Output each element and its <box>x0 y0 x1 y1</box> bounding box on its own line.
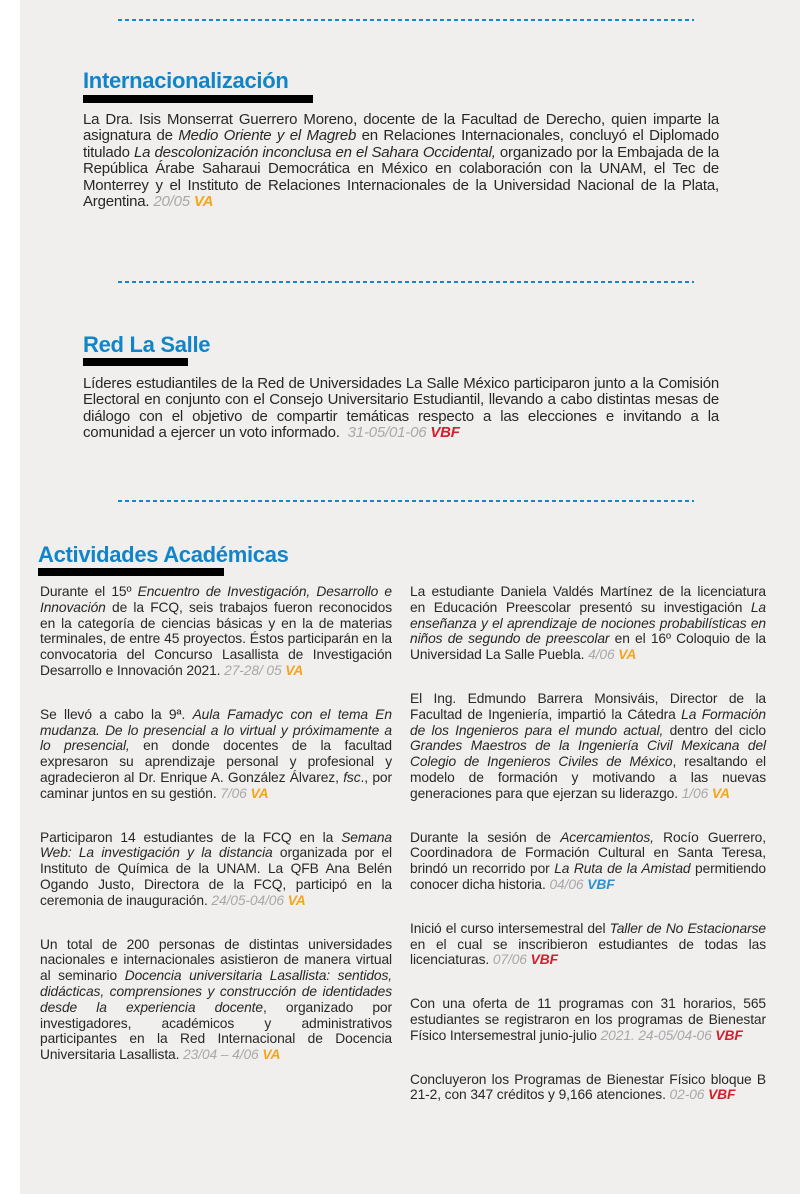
heading-underline-bar <box>83 358 188 366</box>
paragraph <box>83 111 723 211</box>
paragraph <box>410 920 770 968</box>
date-label: 31-05/01-06 <box>347 424 427 442</box>
text-segment: de la FCQ, seis trabajos fueron reconocidos en la categoría de ciencias básicas y en la de materias terminales, de entre 45 proyectos. Éstos participarán en la convocatoria del Concurso Lasallista de Investigación Desarrollo e Innovación 2021. <box>40 599 396 678</box>
text-segment: Con una oferta de 11 programas con 31 horarios, 565 estudiantes se registraron en los programas de Bienestar Físico Intersemestral junio-julio <box>410 996 770 1043</box>
date-label: 02-06 <box>669 1087 705 1103</box>
dotted-separator <box>118 281 694 283</box>
source-tag: VA <box>262 1047 281 1063</box>
text-segment: organizada por el Instituto de Química de la UNAM. La QFB Ana Belén Ogando Justo, Directora de la FCQ, participó en la ceremonia de inauguración. <box>40 845 396 908</box>
text-segment: Docencia universitaria Lasallista: sentidos, didácticas, comprensiones y construcción de identidades desde la experiencia docente <box>40 968 396 1015</box>
section-heading-internacionalizacion: Internacionalización <box>83 68 289 93</box>
text-segment: Durante el 15º <box>40 584 138 599</box>
text-segment: dentro del ciclo <box>663 722 770 738</box>
paragraph <box>40 936 396 1063</box>
text-segment: , organizado por investigadores, académicos y administrativos participantes en la Red Internacional de Docencia Universitaria Lasallista. <box>40 999 396 1063</box>
text-segment: en donde docentes de la facultad expresaron su aprendizaje personal y profesional y agradecieron al Dr. Enrique A. González Álvarez, <box>40 738 396 785</box>
text-segment: Un total de 200 personas de distintas universidades nacionales e internacionales asistieron de manera virtual al seminario <box>40 936 396 984</box>
text-segment: Semana Web: La investigación y la distancia <box>40 829 396 861</box>
date-label: 4/06 <box>588 647 615 663</box>
source-tag: VBF <box>587 876 615 892</box>
paragraph <box>40 829 396 909</box>
text-segment: permitiendo conocer dicha historia. <box>410 861 770 892</box>
paragraph <box>83 375 723 442</box>
date-label: 23/04 – 4/06 <box>183 1047 259 1063</box>
text-segment: La Ruta de la Amistad <box>554 861 691 877</box>
dotted-separator <box>118 19 694 21</box>
text-segment: Concluyeron los Programas de Bienestar Físico bloque B 21-2, con 347 créditos y 9,166 atenciones. <box>410 1071 770 1103</box>
source-tag: VBF <box>708 1087 736 1103</box>
text-segment: Aula Famadyc con el tema En mudanza. De lo presencial a lo virtual y próximamente a lo presencial, <box>40 706 396 754</box>
source-tag: VA <box>285 662 304 678</box>
text-segment: La enseñanza y el aprendizaje de nociones probabilísticas en niños de segundo de preescolar <box>410 599 770 647</box>
text-segment: Acercamientos, <box>560 829 654 845</box>
source-tag: VA <box>193 193 214 211</box>
date-label: 27-28/ 05 <box>224 662 282 678</box>
dotted-separator <box>118 500 694 502</box>
text-segment: Medio Oriente y el Magreb <box>178 127 357 145</box>
text-segment: Durante la sesión de <box>410 829 561 845</box>
paragraph <box>410 996 770 1043</box>
text-segment: en el 16º Coloquio de la Universidad La Salle Puebla. <box>410 631 770 663</box>
source-tag: VA <box>287 892 306 908</box>
text-segment: La Formación de los Ingenieros para el mundo actual, <box>410 706 770 738</box>
date-label: 20/05 <box>153 193 190 211</box>
section-body-internacionalizacion <box>83 111 723 211</box>
text-segment: Se llevó a cabo la 9ª. <box>40 706 193 722</box>
paragraph <box>410 584 770 663</box>
section-heading-actividades-academicas: Actividades Académicas <box>38 542 289 567</box>
text-segment: Encuentro de Investigación, Desarrollo e Innovación <box>40 584 396 615</box>
paragraph <box>410 829 770 893</box>
text-segment: La estudiante Daniela Valdés Martínez de la licenciatura en Educación Preescolar presentó su investigación <box>410 584 770 615</box>
source-tag: VBF <box>715 1027 743 1043</box>
text-segment: Rocío Guerrero, Coordinadora de Formación Cultural en Santa Teresa, brindó un recorrido por <box>410 829 770 877</box>
paragraph <box>410 1071 770 1104</box>
source-tag: VBF <box>430 424 460 442</box>
date-label: 24/05-04/06 <box>211 892 284 908</box>
text-segment: Grandes Maestros de la Ingeniería Civil Mexicana del Colegio de Ingenieros Civiles de México <box>410 738 770 770</box>
source-tag: VBF <box>530 952 558 968</box>
text-segment: Taller de No Estacionarse <box>609 920 766 936</box>
section-heading-red-la-salle: Red La Salle <box>83 332 211 357</box>
source-tag: VA <box>618 647 637 663</box>
paragraph <box>40 706 396 802</box>
date-label: 1/06 <box>681 785 709 801</box>
text-segment: El Ing. Edmundo Barrera Monsiváis, Director de la Facultad de Ingeniería, impartió la Cátedra <box>410 690 770 722</box>
source-tag: VA <box>250 785 269 801</box>
date-label: 7/06 <box>220 785 247 801</box>
column-right <box>410 584 770 1131</box>
text-segment: en el cual se inscribieron estudiantes de todas las licenciaturas. <box>410 920 770 968</box>
text-segment: fsc <box>343 769 361 785</box>
text-segment: La descolonización inconclusa en el Sahara Occidental, <box>133 143 496 161</box>
heading-underline-bar <box>83 95 313 103</box>
text-segment: , resaltando el modelo de formación y motivando a las nuevas generaciones para que ejerzan su liderazgo. <box>410 754 770 801</box>
text-segment: organizado por la Embajada de la República Árabe Saharaui Democrática en México en colaboración con la UNAM, el Tec de Monterrey y el Instituto de Relaciones Internacionales de la Universidad Nacional de la Plata, Argentina. <box>83 143 723 211</box>
text-segment: La Dra. Isis Monserrat Guerrero Moreno, docente de la Facultad de Derecho, quien imparte la asignatura de <box>83 111 723 145</box>
text-segment: Líderes estudiantiles de la Red de Universidades La Salle México participaron junto a la Comisión Electoral en conjunto con el Consejo Universitario Estudiantil, llevando a cabo distintas mesas de diálogo con el objetivo de compartir temáticas respecto a las elecciones e invitando a la comunidad a ejercer un voto informado. <box>83 375 723 442</box>
paragraph <box>410 690 770 802</box>
source-tag: VA <box>711 785 730 801</box>
date-label: 04/06 <box>549 876 584 892</box>
text-segment: en Relaciones Internacionales, concluyó el Diplomado titulado <box>83 127 723 161</box>
text-segment: Inició el curso intersemestral del <box>410 920 610 936</box>
text-segment: ., por caminar juntos en su gestión. <box>40 769 396 801</box>
section-body-red-la-salle <box>83 375 723 442</box>
text-segment: Participaron 14 estudiantes de la FCQ en la <box>40 829 342 845</box>
paragraph <box>40 584 396 679</box>
date-label: 07/06 <box>492 952 527 968</box>
date-label: 2021. 24-05/04-06 <box>600 1027 712 1043</box>
column-left <box>40 584 396 1091</box>
page-edge <box>0 0 20 1194</box>
heading-underline-bar <box>38 568 224 576</box>
